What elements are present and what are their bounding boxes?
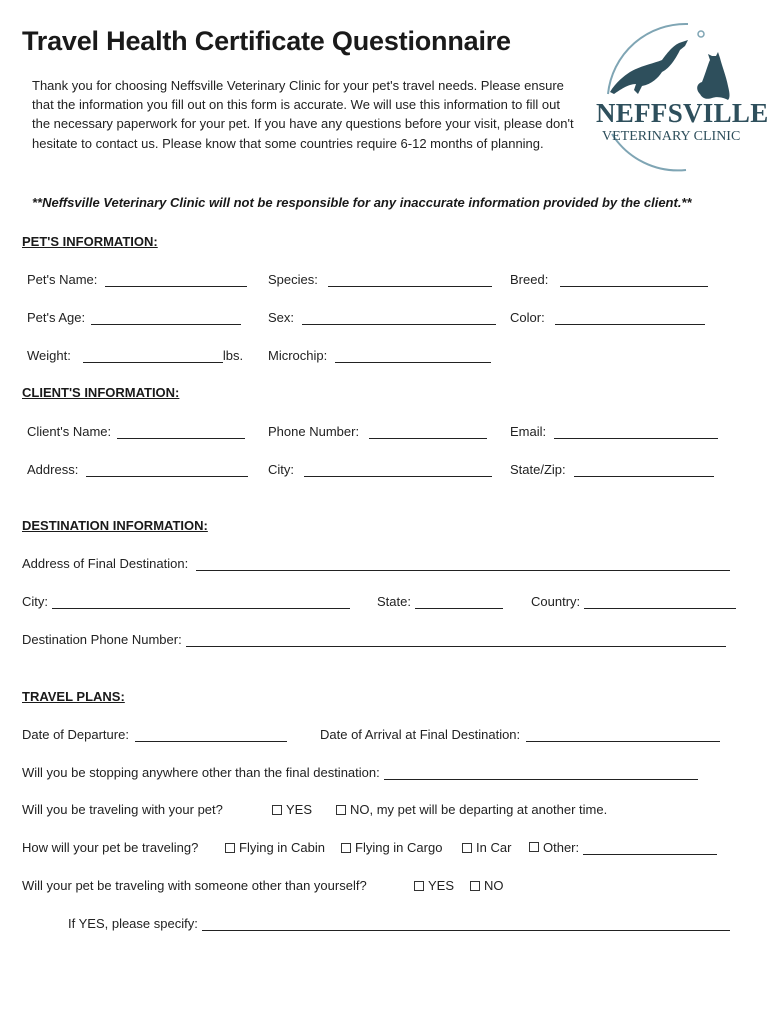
- checkbox-icon[interactable]: [272, 805, 282, 815]
- checkbox-icon[interactable]: [414, 881, 424, 891]
- with-pet-yes-option[interactable]: YES: [272, 802, 312, 817]
- travel-plans-heading: TRAVEL PLANS:: [22, 689, 125, 704]
- destination-heading: DESTINATION INFORMATION:: [22, 518, 208, 533]
- someone-no-option[interactable]: NO: [470, 878, 504, 893]
- dog-cat-logo-icon: [590, 22, 760, 172]
- sex-field[interactable]: Sex:: [268, 310, 496, 325]
- stopping-field[interactable]: Will you be stopping anywhere other than the final destination:: [22, 765, 698, 780]
- color-field[interactable]: Color:: [510, 310, 705, 325]
- someone-else-question: Will your pet be traveling with someone other than yourself?: [22, 878, 367, 893]
- email-field[interactable]: Email:: [510, 424, 718, 439]
- checkbox-icon[interactable]: [225, 843, 235, 853]
- city-field[interactable]: City:: [268, 462, 492, 477]
- destination-state-field[interactable]: State:: [377, 594, 503, 609]
- microchip-field[interactable]: Microchip:: [268, 348, 491, 363]
- destination-city-field[interactable]: City:: [22, 594, 350, 609]
- flying-cabin-option[interactable]: Flying in Cabin: [225, 840, 325, 855]
- pet-age-field[interactable]: Pet's Age:: [27, 310, 241, 325]
- clinic-logo: [590, 22, 769, 172]
- address-field[interactable]: Address:: [27, 462, 248, 477]
- arrival-date-field[interactable]: Date of Arrival at Final Destination:: [320, 727, 720, 742]
- intro-paragraph: Thank you for choosing Neffsville Veterinary Clinic for your pet's travel needs. Please ensure that the information you fill out on this form is accurate. We will use this information to fill out the necessary paperwork for your pet. If you have any questions before your visit, please don't hesitate to contact us. Please know that some countries require 6-12 months of planning.: [32, 78, 574, 151]
- destination-phone-field[interactable]: Destination Phone Number:: [22, 632, 726, 647]
- traveling-with-pet-question: Will you be traveling with your pet?: [22, 802, 223, 817]
- client-info-heading: CLIENT'S INFORMATION:: [22, 385, 180, 400]
- breed-field[interactable]: Breed:: [510, 272, 708, 287]
- checkbox-icon[interactable]: [462, 843, 472, 853]
- client-name-field[interactable]: Client's Name:: [27, 424, 245, 439]
- in-car-option[interactable]: In Car: [462, 840, 511, 855]
- weight-field[interactable]: Weight: lbs.: [27, 348, 244, 363]
- page-title: Travel Health Certificate Questionnaire: [22, 26, 511, 56]
- pet-info-heading: PET'S INFORMATION:: [22, 234, 158, 249]
- other-option[interactable]: Other:: [529, 840, 717, 855]
- specify-field[interactable]: If YES, please specify:: [68, 916, 730, 931]
- how-traveling-question: How will your pet be traveling?: [22, 840, 199, 855]
- checkbox-icon[interactable]: [336, 805, 346, 815]
- phone-field[interactable]: Phone Number:: [268, 424, 487, 439]
- state-zip-field[interactable]: State/Zip:: [510, 462, 714, 477]
- with-pet-no-option[interactable]: NO, my pet will be departing at another time.: [336, 802, 607, 817]
- checkbox-icon[interactable]: [341, 843, 351, 853]
- checkbox-icon[interactable]: [529, 842, 539, 852]
- checkbox-icon[interactable]: [470, 881, 480, 891]
- pet-name-field[interactable]: Pet's Name:: [27, 272, 247, 287]
- someone-yes-option[interactable]: YES: [414, 878, 454, 893]
- species-field[interactable]: Species:: [268, 272, 492, 287]
- disclaimer: **Neffsville Veterinary Clinic will not be responsible for any inaccurate information provided by the client.**: [32, 195, 692, 210]
- clinic-subtitle: VETERINARY CLINIC: [602, 129, 741, 144]
- flying-cargo-option[interactable]: Flying in Cargo: [341, 840, 442, 855]
- clinic-name: NEFFSVILLE: [596, 98, 769, 128]
- destination-country-field[interactable]: Country:: [531, 594, 736, 609]
- departure-date-field[interactable]: Date of Departure:: [22, 727, 287, 742]
- destination-address-field[interactable]: Address of Final Destination:: [22, 556, 730, 571]
